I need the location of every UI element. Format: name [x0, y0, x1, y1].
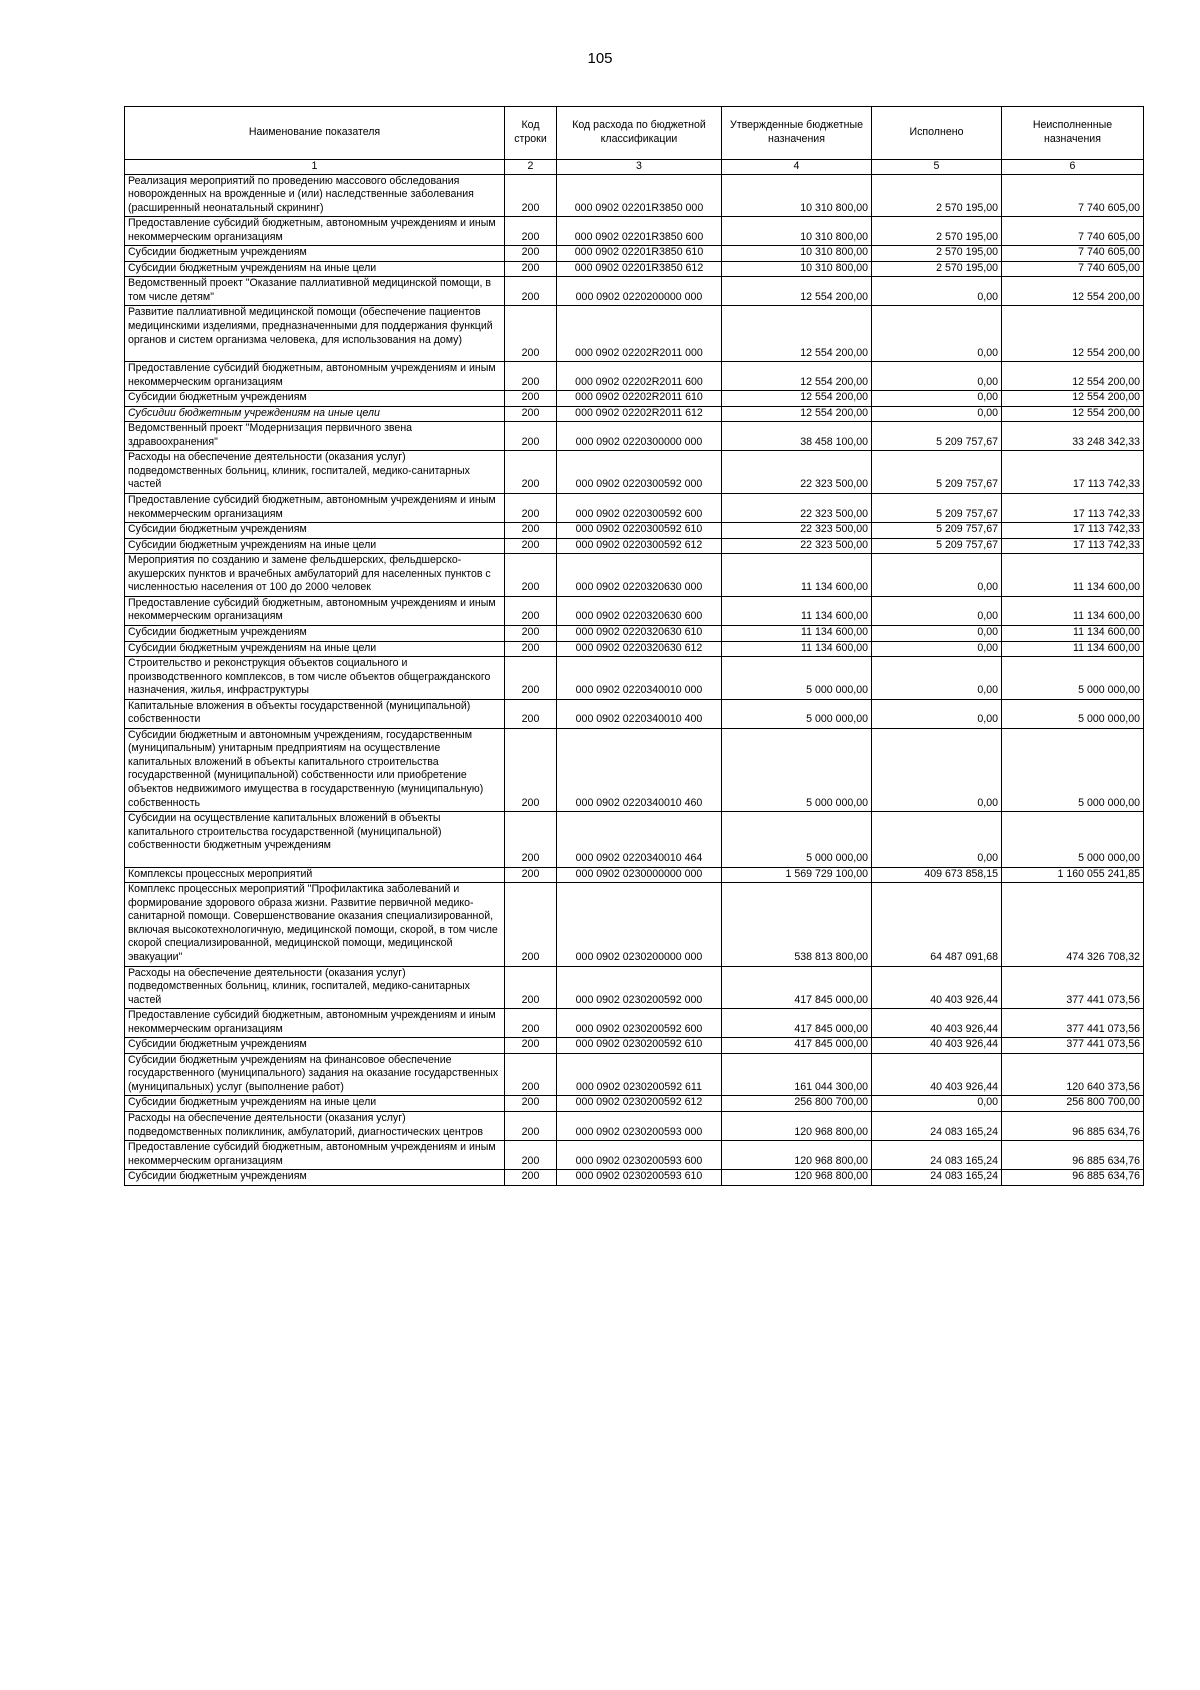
approved-amount: 538 813 800,00 [722, 883, 872, 966]
executed-amount: 0,00 [872, 277, 1002, 306]
page-number: 105 [587, 50, 613, 67]
column-header-line-code: Код строки [505, 107, 557, 160]
table-row [125, 246, 1144, 262]
expense-code: 000 0902 0230200593 000 [557, 1112, 722, 1141]
line-code: 200 [505, 1141, 557, 1170]
executed-amount: 5 209 757,67 [872, 538, 1002, 554]
approved-amount: 22 323 500,00 [722, 538, 872, 554]
expense-code: 000 0902 0230200592 600 [557, 1009, 722, 1038]
unexecuted-amount: 17 113 742,33 [1002, 538, 1144, 554]
expense-code: 000 0902 0230200592 000 [557, 966, 722, 1009]
table-row [125, 391, 1144, 407]
executed-amount: 2 570 195,00 [872, 174, 1002, 217]
unexecuted-amount: 1 160 055 241,85 [1002, 867, 1144, 883]
column-number: 4 [722, 160, 872, 175]
executed-amount: 0,00 [872, 554, 1002, 597]
table-row [125, 277, 1144, 306]
line-code: 200 [505, 362, 557, 391]
line-code: 200 [505, 261, 557, 277]
unexecuted-amount: 7 740 605,00 [1002, 246, 1144, 262]
indicator-name: Субсидии бюджетным учреждениям на иные цели [125, 538, 505, 554]
executed-amount: 0,00 [872, 306, 1002, 362]
indicator-name: Предоставление субсидий бюджетным, автономным учреждениям и иным некоммерческим организациям [125, 596, 505, 625]
table-row [125, 883, 1144, 966]
indicator-name: Субсидии бюджетным учреждениям на иные цели [125, 1096, 505, 1112]
table-row [125, 699, 1144, 728]
column-number: 2 [505, 160, 557, 175]
line-code: 200 [505, 523, 557, 539]
unexecuted-amount: 12 554 200,00 [1002, 406, 1144, 422]
approved-amount: 10 310 800,00 [722, 261, 872, 277]
unexecuted-amount: 120 640 373,56 [1002, 1053, 1144, 1096]
table-row [125, 867, 1144, 883]
line-code: 200 [505, 1096, 557, 1112]
indicator-name: Комплексы процессных мероприятий [125, 867, 505, 883]
approved-amount: 120 968 800,00 [722, 1170, 872, 1186]
line-code: 200 [505, 596, 557, 625]
line-code: 200 [505, 554, 557, 597]
approved-amount: 1 569 729 100,00 [722, 867, 872, 883]
indicator-name: Субсидии бюджетным учреждениям [125, 246, 505, 262]
unexecuted-amount: 96 885 634,76 [1002, 1112, 1144, 1141]
indicator-name: Расходы на обеспечение деятельности (оказания услуг) подведомственных больниц, клиник, госпиталей, медико-санитарных частей [125, 966, 505, 1009]
table-row [125, 362, 1144, 391]
indicator-name: Субсидии бюджетным учреждениям [125, 391, 505, 407]
approved-amount: 22 323 500,00 [722, 451, 872, 494]
line-code: 200 [505, 451, 557, 494]
unexecuted-amount: 11 134 600,00 [1002, 625, 1144, 641]
executed-amount: 0,00 [872, 657, 1002, 700]
executed-amount: 2 570 195,00 [872, 217, 1002, 246]
table-row [125, 217, 1144, 246]
table-row [125, 1141, 1144, 1170]
approved-amount: 5 000 000,00 [722, 699, 872, 728]
expense-code: 000 0902 0220340010 464 [557, 812, 722, 868]
approved-amount: 417 845 000,00 [722, 1009, 872, 1038]
unexecuted-amount: 256 800 700,00 [1002, 1096, 1144, 1112]
line-code: 200 [505, 246, 557, 262]
line-code: 200 [505, 538, 557, 554]
table-body [125, 174, 1144, 1185]
expense-code: 000 0902 0220340010 460 [557, 728, 722, 811]
table-row [125, 523, 1144, 539]
table-row [125, 538, 1144, 554]
indicator-name: Субсидии бюджетным учреждениям на иные цели [125, 406, 505, 422]
budget-execution-table [124, 106, 1144, 1186]
line-code: 200 [505, 1112, 557, 1141]
approved-amount: 11 134 600,00 [722, 596, 872, 625]
expense-code: 000 0902 02202R2011 000 [557, 306, 722, 362]
table-row [125, 422, 1144, 451]
line-code: 200 [505, 641, 557, 657]
executed-amount: 64 487 091,68 [872, 883, 1002, 966]
expense-code: 000 0902 0220340010 400 [557, 699, 722, 728]
column-header-unexecuted: Неисполненные назначения [1002, 107, 1144, 160]
executed-amount: 0,00 [872, 699, 1002, 728]
table-row [125, 1053, 1144, 1096]
expense-code: 000 0902 0220300592 610 [557, 523, 722, 539]
unexecuted-amount: 5 000 000,00 [1002, 812, 1144, 868]
table-row [125, 812, 1144, 868]
indicator-name: Ведомственный проект "Оказание паллиативной медицинской помощи, в том числе детям" [125, 277, 505, 306]
executed-amount: 0,00 [872, 406, 1002, 422]
line-code: 200 [505, 883, 557, 966]
expense-code: 000 0902 0230200593 610 [557, 1170, 722, 1186]
column-number: 1 [125, 160, 505, 175]
expense-code: 000 0902 0220320630 610 [557, 625, 722, 641]
executed-amount: 409 673 858,15 [872, 867, 1002, 883]
table-row [125, 451, 1144, 494]
unexecuted-amount: 7 740 605,00 [1002, 217, 1144, 246]
expense-code: 000 0902 02202R2011 600 [557, 362, 722, 391]
approved-amount: 12 554 200,00 [722, 277, 872, 306]
indicator-name: Субсидии бюджетным учреждениям на иные цели [125, 641, 505, 657]
approved-amount: 120 968 800,00 [722, 1112, 872, 1141]
line-code: 200 [505, 1170, 557, 1186]
executed-amount: 5 209 757,67 [872, 494, 1002, 523]
table-row [125, 494, 1144, 523]
line-code: 200 [505, 406, 557, 422]
unexecuted-amount: 377 441 073,56 [1002, 1038, 1144, 1054]
expense-code: 000 0902 0230200593 600 [557, 1141, 722, 1170]
expense-code: 000 0902 02201R3850 000 [557, 174, 722, 217]
approved-amount: 12 554 200,00 [722, 362, 872, 391]
line-code: 200 [505, 625, 557, 641]
indicator-name: Реализация мероприятий по проведению массового обследования новорожденных на врожденные и (или) наследственные заболевания (расширенный неонатальный скрининг) [125, 174, 505, 217]
expense-code: 000 0902 0220300592 600 [557, 494, 722, 523]
unexecuted-amount: 5 000 000,00 [1002, 699, 1144, 728]
column-header-executed: Исполнено [872, 107, 1002, 160]
indicator-name: Развитие паллиативной медицинской помощи (обеспечение пациентов медицинскими изделиями, предназначенными для поддержания функций органов и систем организма человека, для использования на дому) [125, 306, 505, 362]
expense-code: 000 0902 0220320630 612 [557, 641, 722, 657]
indicator-name: Субсидии бюджетным и автономным учреждениям, государственным (муниципальным) унитарным предприятиям на осуществление капитальных вложений в объекты капитального строительства государственной (муниципальной) собственности или приобретение объектов недвижимого имущества в государственную (муниципальную) собственность [125, 728, 505, 811]
table-row [125, 261, 1144, 277]
approved-amount: 10 310 800,00 [722, 246, 872, 262]
line-code: 200 [505, 966, 557, 1009]
table-row [125, 596, 1144, 625]
unexecuted-amount: 377 441 073,56 [1002, 966, 1144, 1009]
executed-amount: 0,00 [872, 625, 1002, 641]
table-row [125, 554, 1144, 597]
table-row [125, 657, 1144, 700]
line-code: 200 [505, 728, 557, 811]
executed-amount: 0,00 [872, 391, 1002, 407]
expense-code: 000 0902 02201R3850 610 [557, 246, 722, 262]
line-code: 200 [505, 174, 557, 217]
approved-amount: 12 554 200,00 [722, 306, 872, 362]
table-row [125, 728, 1144, 811]
executed-amount: 2 570 195,00 [872, 246, 1002, 262]
expense-code: 000 0902 0220300000 000 [557, 422, 722, 451]
approved-amount: 22 323 500,00 [722, 494, 872, 523]
table-row [125, 174, 1144, 217]
expense-code: 000 0902 02202R2011 612 [557, 406, 722, 422]
indicator-name: Расходы на обеспечение деятельности (оказания услуг) подведомственных больниц, клиник, госпиталей, медико-санитарных частей [125, 451, 505, 494]
approved-amount: 256 800 700,00 [722, 1096, 872, 1112]
indicator-name: Предоставление субсидий бюджетным, автономным учреждениям и иным некоммерческим организациям [125, 1009, 505, 1038]
unexecuted-amount: 11 134 600,00 [1002, 554, 1144, 597]
table-row [125, 406, 1144, 422]
unexecuted-amount: 17 113 742,33 [1002, 523, 1144, 539]
executed-amount: 40 403 926,44 [872, 1038, 1002, 1054]
indicator-name: Субсидии бюджетным учреждениям [125, 625, 505, 641]
line-code: 200 [505, 217, 557, 246]
approved-amount: 12 554 200,00 [722, 391, 872, 407]
expense-code: 000 0902 0220300592 000 [557, 451, 722, 494]
table-row [125, 966, 1144, 1009]
indicator-name: Строительство и реконструкция объектов социального и производственного комплексов, в том числе объектов общегражданского назначения, жилья, инфраструктуры [125, 657, 505, 700]
table-row [125, 625, 1144, 641]
unexecuted-amount: 5 000 000,00 [1002, 728, 1144, 811]
line-code: 200 [505, 391, 557, 407]
indicator-name: Субсидии бюджетным учреждениям на иные цели [125, 261, 505, 277]
table-row [125, 1009, 1144, 1038]
line-code: 200 [505, 306, 557, 362]
column-header-expense-code: Код расхода по бюджетной классификации [557, 107, 722, 160]
approved-amount: 5 000 000,00 [722, 728, 872, 811]
executed-amount: 2 570 195,00 [872, 261, 1002, 277]
expense-code: 000 0902 0220320630 000 [557, 554, 722, 597]
table-row [125, 1096, 1144, 1112]
approved-amount: 12 554 200,00 [722, 406, 872, 422]
executed-amount: 0,00 [872, 596, 1002, 625]
column-number: 3 [557, 160, 722, 175]
unexecuted-amount: 96 885 634,76 [1002, 1141, 1144, 1170]
line-code: 200 [505, 494, 557, 523]
approved-amount: 22 323 500,00 [722, 523, 872, 539]
expense-code: 000 0902 02202R2011 610 [557, 391, 722, 407]
line-code: 200 [505, 1053, 557, 1096]
column-header-approved: Утвержденные бюджетные назначения [722, 107, 872, 160]
indicator-name: Расходы на обеспечение деятельности (оказания услуг) подведомственных поликлиник, амбулаторий, диагностических центров [125, 1112, 505, 1141]
indicator-name: Предоставление субсидий бюджетным, автономным учреждениям и иным некоммерческим организациям [125, 1141, 505, 1170]
unexecuted-amount: 7 740 605,00 [1002, 174, 1144, 217]
executed-amount: 40 403 926,44 [872, 1053, 1002, 1096]
expense-code: 000 0902 02201R3850 612 [557, 261, 722, 277]
line-code: 200 [505, 1038, 557, 1054]
unexecuted-amount: 12 554 200,00 [1002, 362, 1144, 391]
column-number-row [125, 160, 1144, 175]
line-code: 200 [505, 657, 557, 700]
indicator-name: Субсидии бюджетным учреждениям [125, 523, 505, 539]
line-code: 200 [505, 277, 557, 306]
expense-code: 000 0902 0230200000 000 [557, 883, 722, 966]
approved-amount: 5 000 000,00 [722, 657, 872, 700]
column-number: 5 [872, 160, 1002, 175]
indicator-name: Комплекс процессных мероприятий "Профилактика заболеваний и формирование здорового образа жизни. Развитие первичной медико-санитарной помощи. Совершенствование оказания специализированной, включая высокотехнологичную, медицинской помощи, скорой, в том числе скорой специализированной, медицинской помощи, медицинской эвакуации" [125, 883, 505, 966]
approved-amount: 10 310 800,00 [722, 217, 872, 246]
indicator-name: Капитальные вложения в объекты государственной (муниципальной) собственности [125, 699, 505, 728]
unexecuted-amount: 12 554 200,00 [1002, 306, 1144, 362]
approved-amount: 417 845 000,00 [722, 966, 872, 1009]
indicator-name: Предоставление субсидий бюджетным, автономным учреждениям и иным некоммерческим организациям [125, 217, 505, 246]
executed-amount: 0,00 [872, 641, 1002, 657]
approved-amount: 38 458 100,00 [722, 422, 872, 451]
column-number: 6 [1002, 160, 1144, 175]
unexecuted-amount: 96 885 634,76 [1002, 1170, 1144, 1186]
approved-amount: 120 968 800,00 [722, 1141, 872, 1170]
line-code: 200 [505, 699, 557, 728]
executed-amount: 0,00 [872, 812, 1002, 868]
expense-code: 000 0902 0230000000 000 [557, 867, 722, 883]
table-row [125, 306, 1144, 362]
approved-amount: 5 000 000,00 [722, 812, 872, 868]
indicator-name: Мероприятия по созданию и замене фельдшерских, фельдшерско-акушерских пунктов и врачебных амбулаторий для населенных пунктов с численностью населения от 100 до 2000 человек [125, 554, 505, 597]
approved-amount: 11 134 600,00 [722, 625, 872, 641]
expense-code: 000 0902 0220300592 612 [557, 538, 722, 554]
unexecuted-amount: 474 326 708,32 [1002, 883, 1144, 966]
executed-amount: 24 083 165,24 [872, 1170, 1002, 1186]
executed-amount: 24 083 165,24 [872, 1141, 1002, 1170]
executed-amount: 0,00 [872, 1096, 1002, 1112]
line-code: 200 [505, 422, 557, 451]
table-row [125, 641, 1144, 657]
approved-amount: 11 134 600,00 [722, 554, 872, 597]
header-row [125, 107, 1144, 160]
table-row [125, 1170, 1144, 1186]
unexecuted-amount: 33 248 342,33 [1002, 422, 1144, 451]
unexecuted-amount: 12 554 200,00 [1002, 277, 1144, 306]
indicator-name: Предоставление субсидий бюджетным, автономным учреждениям и иным некоммерческим организациям [125, 494, 505, 523]
approved-amount: 11 134 600,00 [722, 641, 872, 657]
executed-amount: 40 403 926,44 [872, 966, 1002, 1009]
executed-amount: 24 083 165,24 [872, 1112, 1002, 1141]
indicator-name: Субсидии бюджетным учреждениям на финансовое обеспечение государственного (муниципального) задания на оказание государственных (муниципальных) услуг (выполнение работ) [125, 1053, 505, 1096]
line-code: 200 [505, 867, 557, 883]
approved-amount: 161 044 300,00 [722, 1053, 872, 1096]
table-row [125, 1112, 1144, 1141]
column-header-name: Наименование показателя [125, 107, 505, 160]
unexecuted-amount: 7 740 605,00 [1002, 261, 1144, 277]
unexecuted-amount: 17 113 742,33 [1002, 494, 1144, 523]
executed-amount: 5 209 757,67 [872, 523, 1002, 539]
unexecuted-amount: 377 441 073,56 [1002, 1009, 1144, 1038]
executed-amount: 40 403 926,44 [872, 1009, 1002, 1038]
unexecuted-amount: 12 554 200,00 [1002, 391, 1144, 407]
indicator-name: Субсидии бюджетным учреждениям [125, 1038, 505, 1054]
approved-amount: 10 310 800,00 [722, 174, 872, 217]
indicator-name: Субсидии бюджетным учреждениям [125, 1170, 505, 1186]
indicator-name: Предоставление субсидий бюджетным, автономным учреждениям и иным некоммерческим организациям [125, 362, 505, 391]
unexecuted-amount: 5 000 000,00 [1002, 657, 1144, 700]
unexecuted-amount: 11 134 600,00 [1002, 641, 1144, 657]
unexecuted-amount: 17 113 742,33 [1002, 451, 1144, 494]
expense-code: 000 0902 0230200592 610 [557, 1038, 722, 1054]
approved-amount: 417 845 000,00 [722, 1038, 872, 1054]
expense-code: 000 0902 0230200592 611 [557, 1053, 722, 1096]
executed-amount: 0,00 [872, 362, 1002, 391]
expense-code: 000 0902 0230200592 612 [557, 1096, 722, 1112]
expense-code: 000 0902 0220340010 000 [557, 657, 722, 700]
line-code: 200 [505, 1009, 557, 1038]
executed-amount: 5 209 757,67 [872, 422, 1002, 451]
unexecuted-amount: 11 134 600,00 [1002, 596, 1144, 625]
expense-code: 000 0902 02201R3850 600 [557, 217, 722, 246]
expense-code: 000 0902 0220320630 600 [557, 596, 722, 625]
indicator-name: Ведомственный проект "Модернизация первичного звена здравоохранения" [125, 422, 505, 451]
line-code: 200 [505, 812, 557, 868]
table-row [125, 1038, 1144, 1054]
expense-code: 000 0902 0220200000 000 [557, 277, 722, 306]
executed-amount: 0,00 [872, 728, 1002, 811]
executed-amount: 5 209 757,67 [872, 451, 1002, 494]
indicator-name: Субсидии на осуществление капитальных вложений в объекты капитального строительства государственной (муниципальной) собственности бюджетным учреждениям [125, 812, 505, 868]
